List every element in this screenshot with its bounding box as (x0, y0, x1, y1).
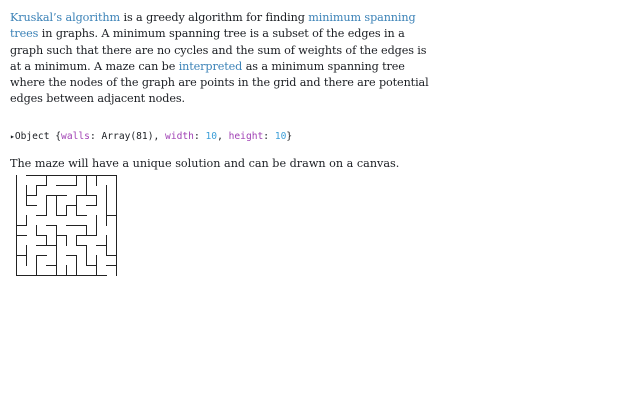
walls-key: walls (61, 130, 90, 142)
object-type: Object (14, 130, 50, 142)
comma: , (217, 130, 229, 142)
separator: : (89, 130, 102, 142)
maze-note: The maze will have a unique solution and can be drawn on a canvas. (10, 156, 400, 170)
walls-value: Array(81) (101, 130, 154, 142)
intro-paragraph (10, 10, 440, 108)
separator: : (193, 130, 206, 142)
brace-close: } (286, 130, 293, 142)
intro-text-1: is a greedy algorithm for finding (120, 11, 309, 24)
width-value: 10 (205, 130, 218, 142)
intro-text-2: in graphs. A minimum spanning tree is a subset of the edges in a graph such that there are no cycles and the sum of weights of the edges is at a minimum. A maze can be (10, 27, 427, 73)
separator: : (263, 130, 275, 142)
kruskal-link[interactable]: Kruskal’s algorithm (10, 11, 121, 24)
intro-text-3: as a minimum spanning tree where the nodes of the graph are points in the grid and there are potential edges between adjacent nodes. (10, 59, 429, 106)
minimum-spanning-trees-link[interactable]: minimum spanning trees (10, 11, 416, 41)
notebook-content (10, 10, 440, 172)
expand-toggle-icon[interactable]: ▸ (10, 131, 15, 141)
interpreted-link[interactable]: interpreted (178, 59, 243, 73)
comma: , (153, 130, 166, 142)
width-key: width (165, 130, 194, 142)
brace-open: { (49, 130, 62, 142)
height-key: height (228, 130, 264, 142)
maze-canvas (13, 172, 119, 276)
object-inspector[interactable] (10, 130, 440, 144)
height-value: 10 (274, 130, 287, 142)
